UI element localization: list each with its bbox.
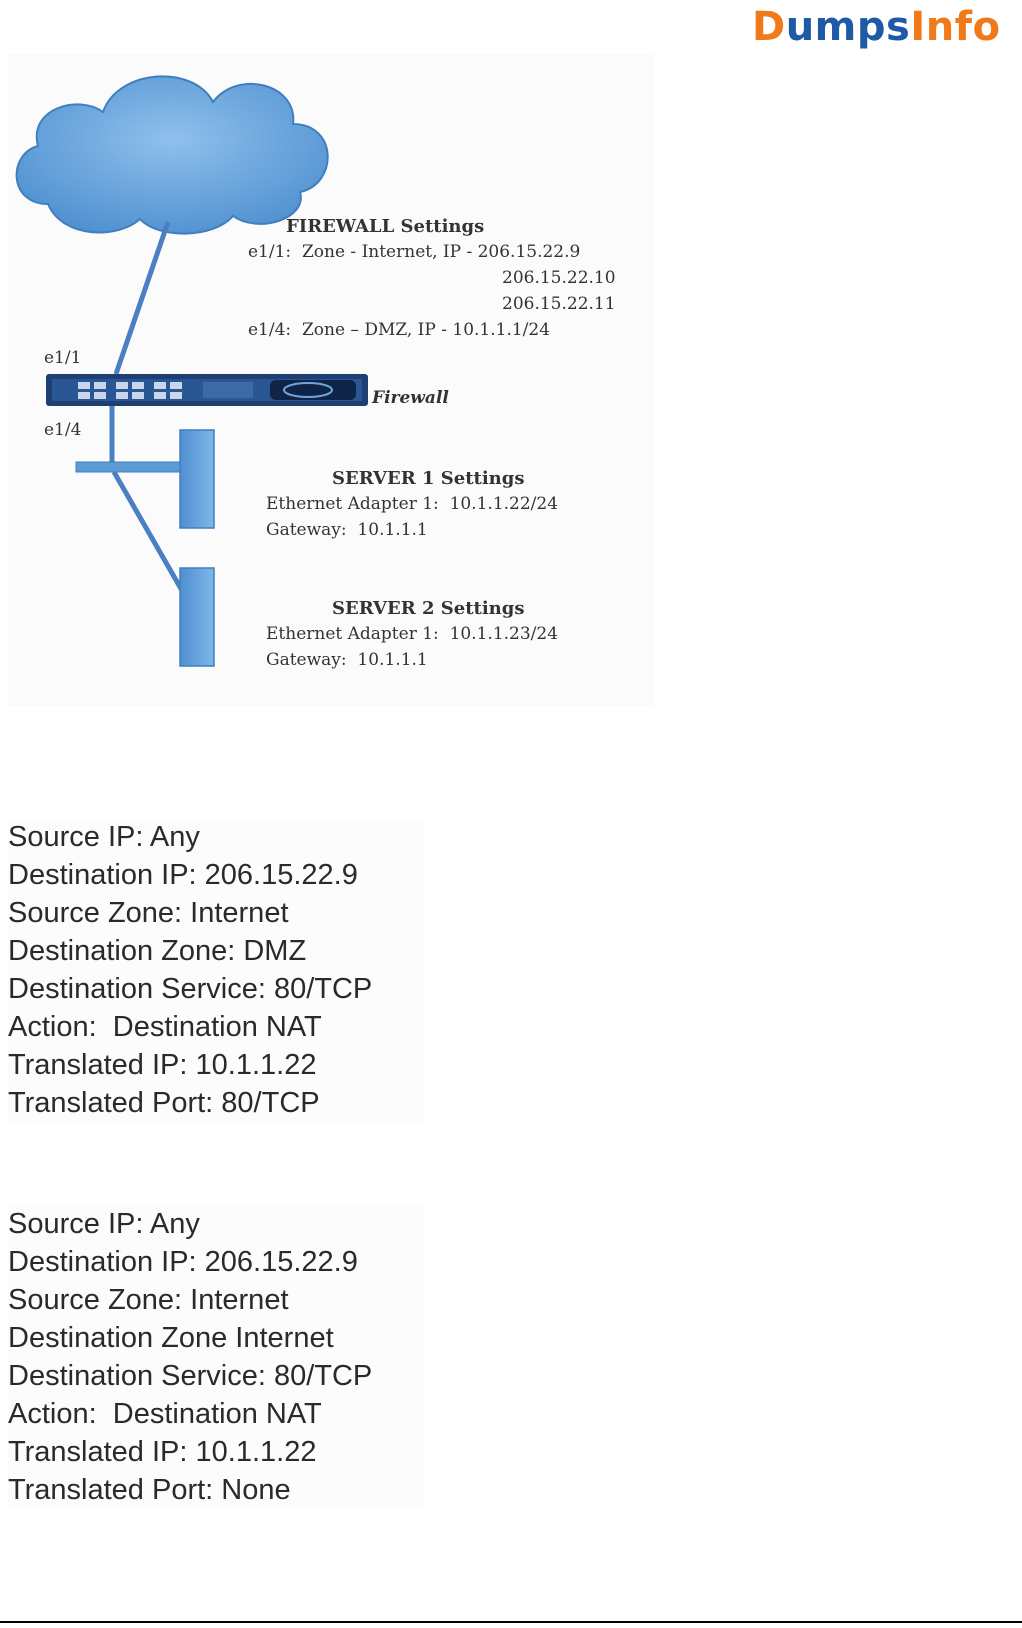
network-diagram	[8, 54, 654, 706]
rule-line: Source Zone: Internet	[8, 897, 289, 929]
server1-adapter: Ethernet Adapter 1: 10.1.1.22/24	[266, 494, 559, 514]
server2-settings-title: SERVER 2 Settings	[332, 598, 525, 619]
rule-line: Destination IP: 206.15.22.9	[8, 859, 358, 891]
server2-gateway: Gateway: 10.1.1.1	[266, 650, 428, 670]
rule-line: Source IP: Any	[8, 1208, 200, 1240]
internet-cloud-icon	[17, 76, 328, 233]
firewall-settings-line2: 206.15.22.10	[502, 268, 616, 288]
rule-line: Source IP: Any	[8, 821, 200, 853]
server2-icon	[180, 568, 214, 666]
firewall-appliance-icon	[46, 374, 368, 406]
rule-line: Action: Destination NAT	[8, 1398, 322, 1430]
rule-line: Destination IP: 206.15.22.9	[8, 1246, 358, 1278]
dumpsinfo-logo: DumpsInfo	[752, 4, 1001, 50]
firewall-settings-title: FIREWALL Settings	[286, 216, 485, 237]
rule-line: Destination Service: 80/TCP	[8, 1360, 373, 1392]
firewall-settings-line3: 206.15.22.11	[502, 294, 616, 314]
server1-settings-title: SERVER 1 Settings	[332, 468, 525, 489]
nat-rule-2	[8, 1205, 424, 1509]
server2-cable	[114, 472, 184, 594]
rule-line: Source Zone: Internet	[8, 1284, 289, 1316]
rule-line: Destination Zone: DMZ	[8, 935, 307, 967]
server1-gateway: Gateway: 10.1.1.1	[266, 520, 428, 540]
rule-line: Translated Port: None	[8, 1474, 291, 1506]
rule-line: Destination Service: 80/TCP	[8, 973, 373, 1005]
nat-rule-1	[8, 818, 424, 1122]
port-label-e11: e1/1	[44, 348, 82, 368]
uplink-cable	[116, 222, 168, 374]
firewall-label: Firewall	[372, 388, 449, 408]
rule-line: Destination Zone Internet	[8, 1322, 334, 1354]
rule-line: Translated Port: 80/TCP	[8, 1087, 320, 1119]
firewall-settings-line1: e1/1: Zone - Internet, IP - 206.15.22.9	[248, 242, 581, 262]
rule-line: Translated IP: 10.1.1.22	[8, 1436, 317, 1468]
server1-icon	[180, 430, 214, 528]
firewall-settings-line4: e1/4: Zone – DMZ, IP - 10.1.1.1/24	[248, 320, 551, 340]
switch-bar	[76, 462, 184, 472]
rule-line: Translated IP: 10.1.1.22	[8, 1049, 317, 1081]
port-label-e14: e1/4	[44, 420, 82, 440]
page-bottom-divider	[0, 1621, 1022, 1623]
diagram-graphics	[8, 54, 654, 706]
rule-line: Action: Destination NAT	[8, 1011, 322, 1043]
server2-adapter: Ethernet Adapter 1: 10.1.1.23/24	[266, 624, 559, 644]
